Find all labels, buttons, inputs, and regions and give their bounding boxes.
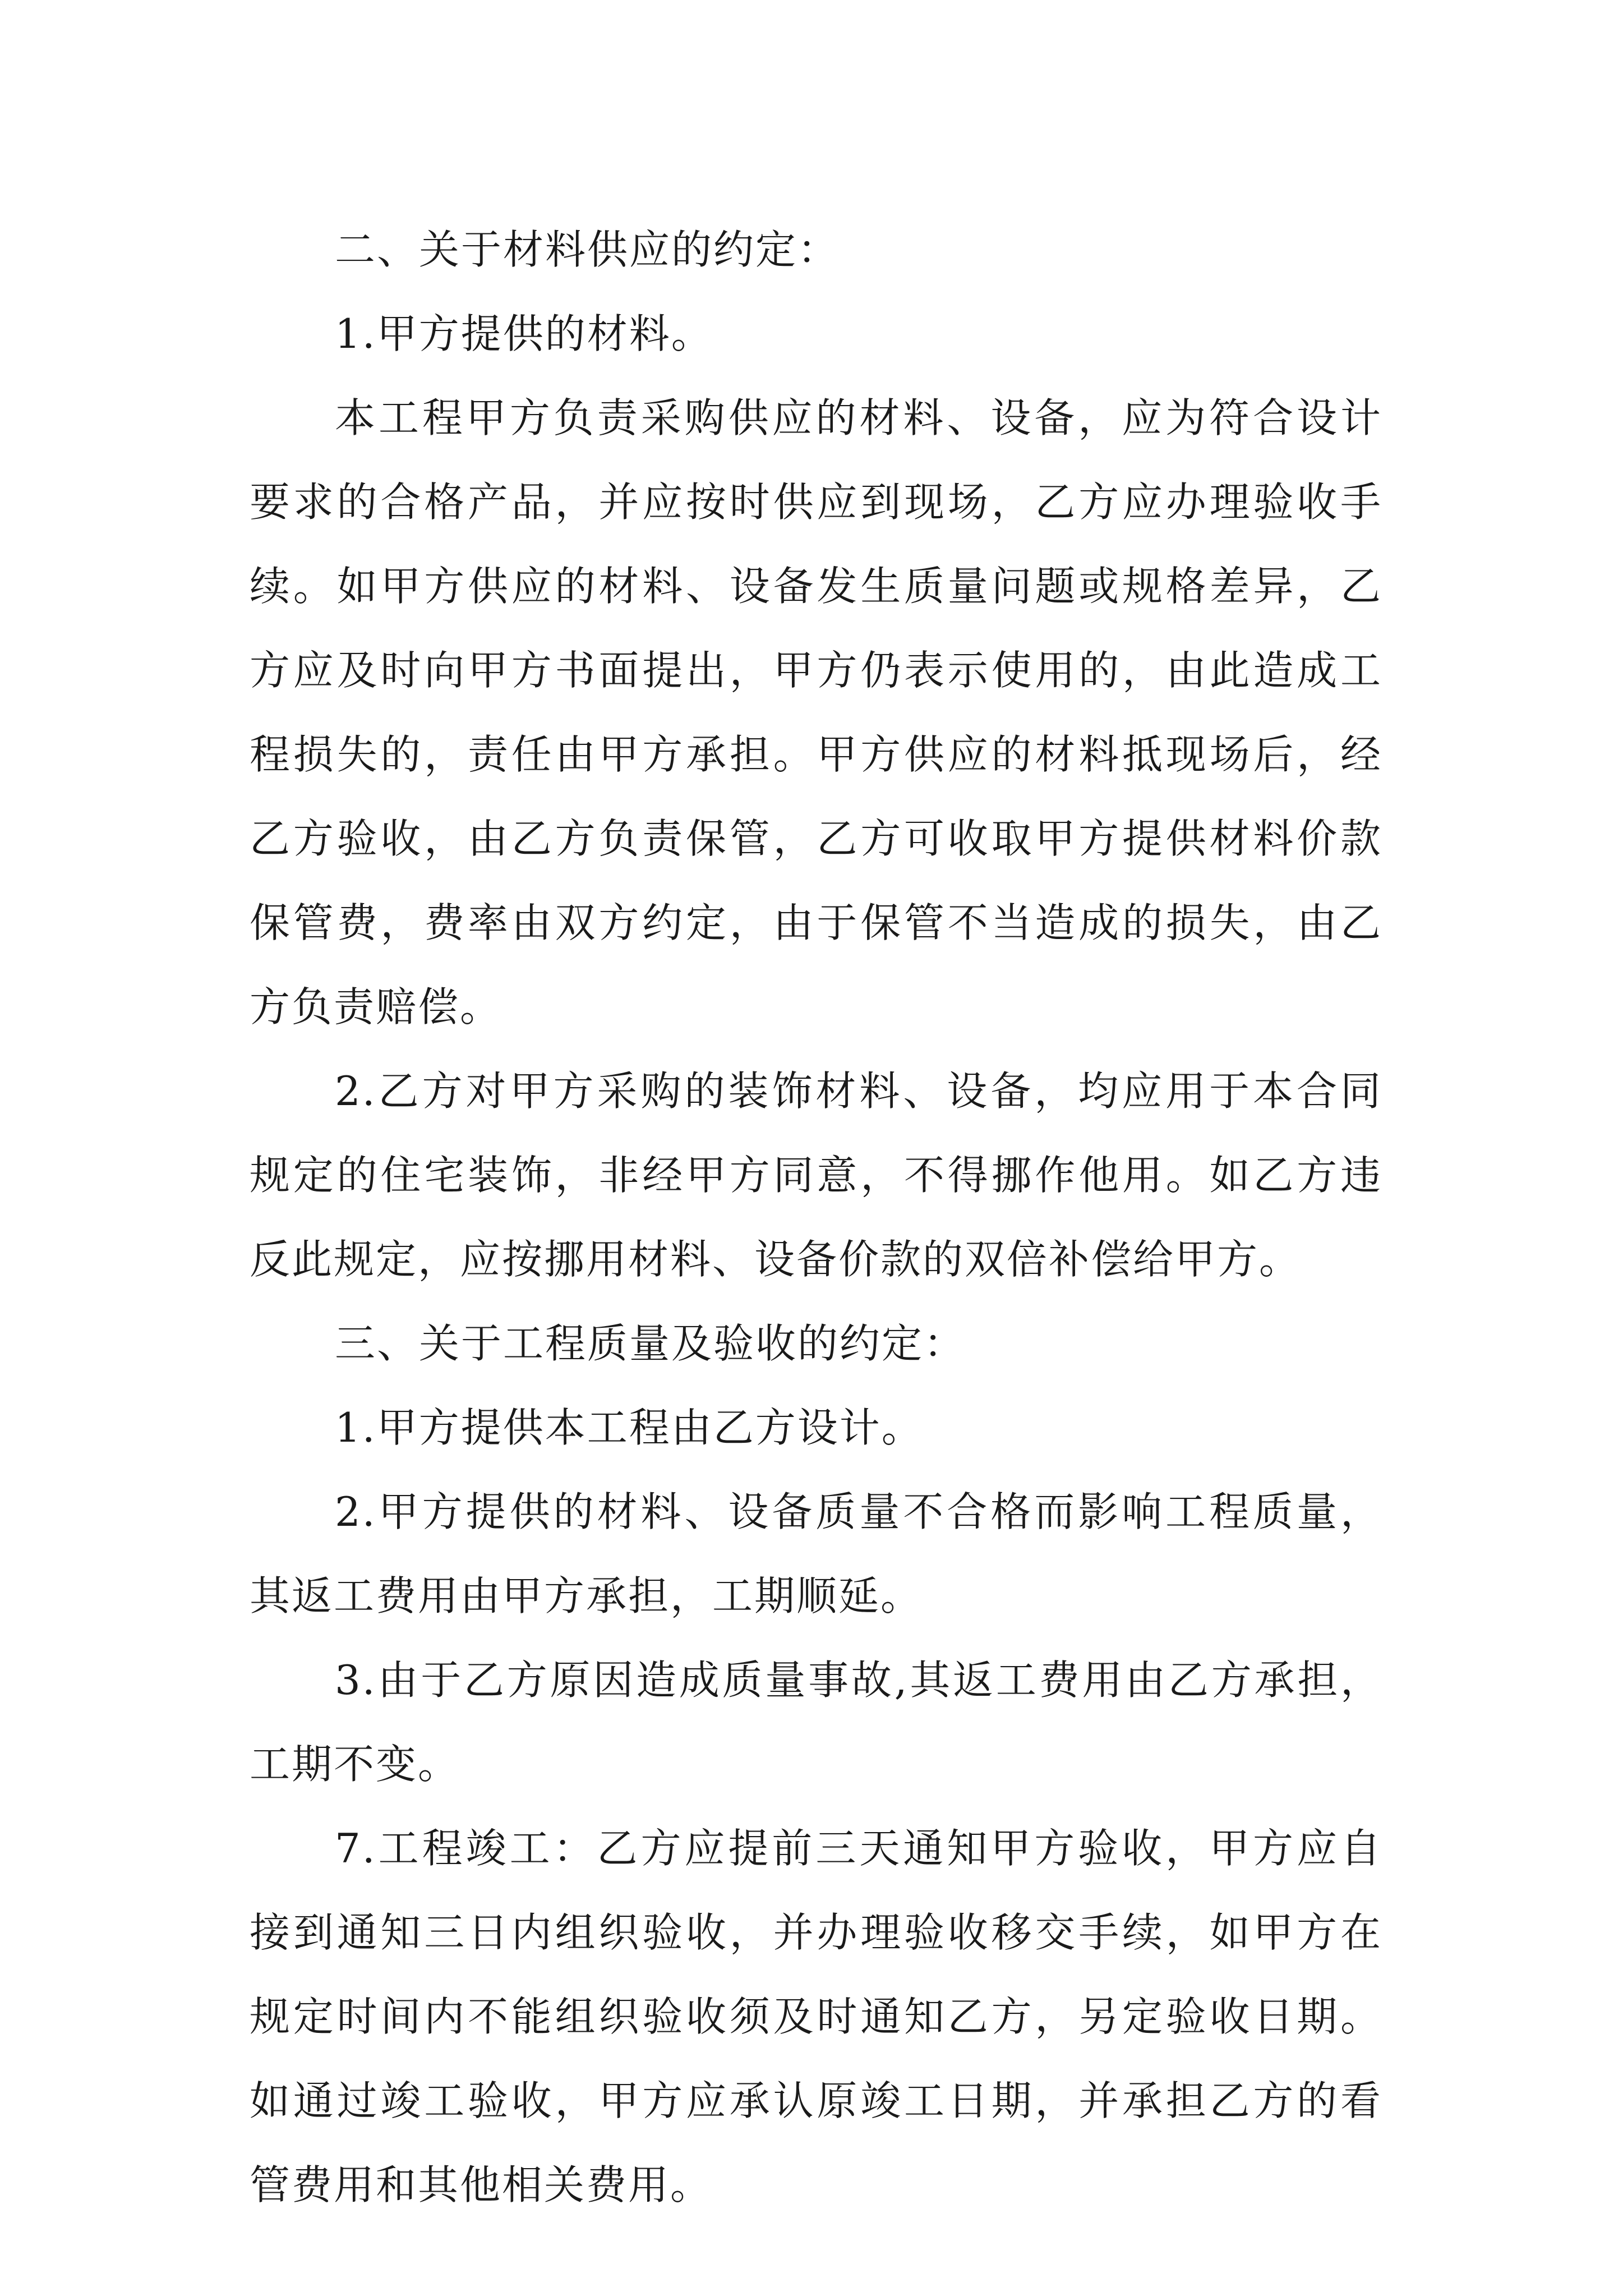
document-body xyxy=(250,208,1382,2227)
clause-1-owner-materials: 1.甲方提供的材料。 xyxy=(335,310,713,357)
clause-2-defective-materials: 2.甲方提供的材料、设备质量不合格而影响工程质量，其返工费用由甲方承担，工期顺延。 xyxy=(250,1488,1382,1619)
clause-3-quality-accident: 3.由于乙方原因造成质量事故,其返工费用由乙方承担，工期不变。 xyxy=(250,1657,1382,1788)
section-heading-quality: 三、关于工程质量及验收的约定： xyxy=(335,1320,966,1367)
section-heading-materials: 二、关于材料供应的约定： xyxy=(335,226,840,273)
clause-7-completion: 7.工程竣工：乙方应提前三天通知甲方验收，甲方应自接到通知三日内组织验收，并办理验收移交手续，如甲方在规定时间内不能组织验收须及时通知乙方，另定验收日期。如通过竣工验收，甲方应承认原竣工日期，并承担乙方的看管费用和其他相关费用。 xyxy=(250,1825,1382,2208)
clause-1-design: 1.甲方提供本工程由乙方设计。 xyxy=(335,1404,924,1451)
paragraph-material-supply: 本工程甲方负责采购供应的材料、设备，应为符合设计要求的合格产品，并应按时供应到现场，乙方应办理验收手续。如甲方供应的材料、设备发生质量问题或规格差异，乙方应及时向甲方书面提出，甲方仍表示使用的，由此造成工程损失的，责任由甲方承担。甲方供应的材料抵现场后，经乙方验收，由乙方负责保管，乙方可收取甲方提供材料价款保管费，费率由双方约定，由于保管不当造成的损失，由乙方负责赔偿。 xyxy=(250,394,1382,1030)
clause-2-material-use: 2.乙方对甲方采购的装饰材料、设备，均应用于本合同规定的住宅装饰，非经甲方同意，不得挪作他用。如乙方违反此规定，应按挪用材料、设备价款的双倍补偿给甲方。 xyxy=(250,1068,1382,1283)
